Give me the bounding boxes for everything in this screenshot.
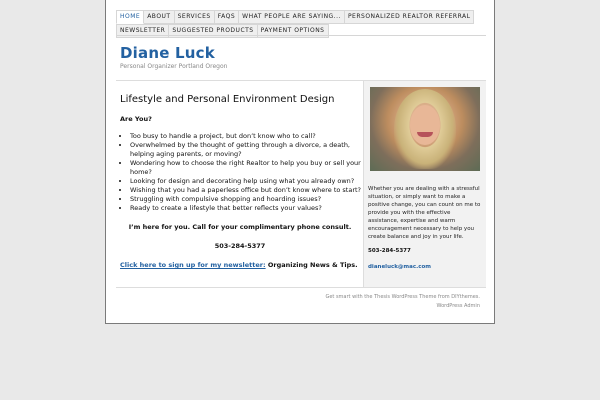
nav-item-suggested-products[interactable]: SUGGESTED PRODUCTS xyxy=(169,24,257,38)
bullet-list xyxy=(120,132,362,213)
call-to-action: I’m here for you. Call for your complimentary phone consult. xyxy=(128,223,352,231)
main-content xyxy=(116,81,364,287)
list-item: • Overwhelmed by the thought of getting through a divorce, a death, helping aging parents, or moving? xyxy=(130,141,362,159)
newsletter-line xyxy=(120,261,358,269)
nav-item-newsletter[interactable]: NEWSLETTER xyxy=(116,24,169,38)
footer-credit-suffix: . xyxy=(478,294,480,300)
footer-credit-prefix: Get smart with the xyxy=(325,294,375,300)
profile-photo xyxy=(370,87,480,171)
site-tagline: Personal Organizer Portland Oregon xyxy=(120,63,228,70)
sidebar-description: Whether you are dealing with a stressful situation, or simply want to make a positive change, you can count on me to provide you with the effective assistance, expertise and warm encouragement necessary to help you create balance and joy in your life. xyxy=(368,186,481,240)
list-item: • Ready to create a lifestyle that better reflects your values? xyxy=(130,204,362,213)
newsletter-signup-link[interactable]: Click here to sign up for my newsletter: xyxy=(120,261,266,269)
list-item: • Looking for design and decorating help using what you already own? xyxy=(130,177,362,186)
are-you-heading: Are You? xyxy=(120,115,152,123)
newsletter-description: Organizing News & Tips. xyxy=(265,261,358,269)
list-item: • Too busy to handle a project, but don’t know who to call? xyxy=(130,132,362,141)
nav-item-payment-options[interactable]: PAYMENT OPTIONS xyxy=(258,24,329,38)
phone-number: 503-284-5377 xyxy=(214,242,266,250)
sidebar-phone: 503-284-5377 xyxy=(368,248,411,254)
list-item: • Struggling with compulsive shopping and hoarding issues? xyxy=(130,195,362,204)
footer-divider xyxy=(116,287,486,288)
nav-item-realtor-referral[interactable]: PERSONALIZED REALTOR REFERRAL xyxy=(345,10,475,24)
diythemes-link[interactable]: DIYthemes xyxy=(451,294,479,300)
photo-mouth-shape xyxy=(417,132,433,137)
list-item: • Wondering how to choose the right Realtor to help you buy or sell your home? xyxy=(130,159,362,177)
nav-item-about[interactable]: ABOUT xyxy=(144,10,174,24)
sidebar xyxy=(364,81,486,287)
nav-row-primary xyxy=(116,10,486,24)
page-container xyxy=(105,0,495,324)
nav-item-testimonials[interactable]: WHAT PEOPLE ARE SAYING... xyxy=(239,10,345,24)
post-title: Lifestyle and Personal Environment Design xyxy=(120,94,335,105)
nav-divider xyxy=(116,35,486,36)
main-navigation xyxy=(116,10,486,38)
nav-item-home[interactable]: HOME xyxy=(116,10,144,24)
photo-face-shape xyxy=(410,105,440,145)
footer-credit xyxy=(325,294,480,300)
wordpress-admin-link[interactable]: WordPress Admin xyxy=(436,303,480,309)
sidebar-email-link[interactable]: dianeluck@mac.com xyxy=(368,264,431,270)
nav-item-services[interactable]: SERVICES xyxy=(175,10,215,24)
nav-item-faqs[interactable]: FAQS xyxy=(215,10,239,24)
thesis-theme-link[interactable]: Thesis WordPress Theme xyxy=(374,294,437,300)
list-item: • Wishing that you had a paperless office but don’t know where to start? xyxy=(130,186,362,195)
footer-credit-middle: from xyxy=(436,294,452,300)
site-title[interactable]: Diane Luck xyxy=(120,44,215,62)
